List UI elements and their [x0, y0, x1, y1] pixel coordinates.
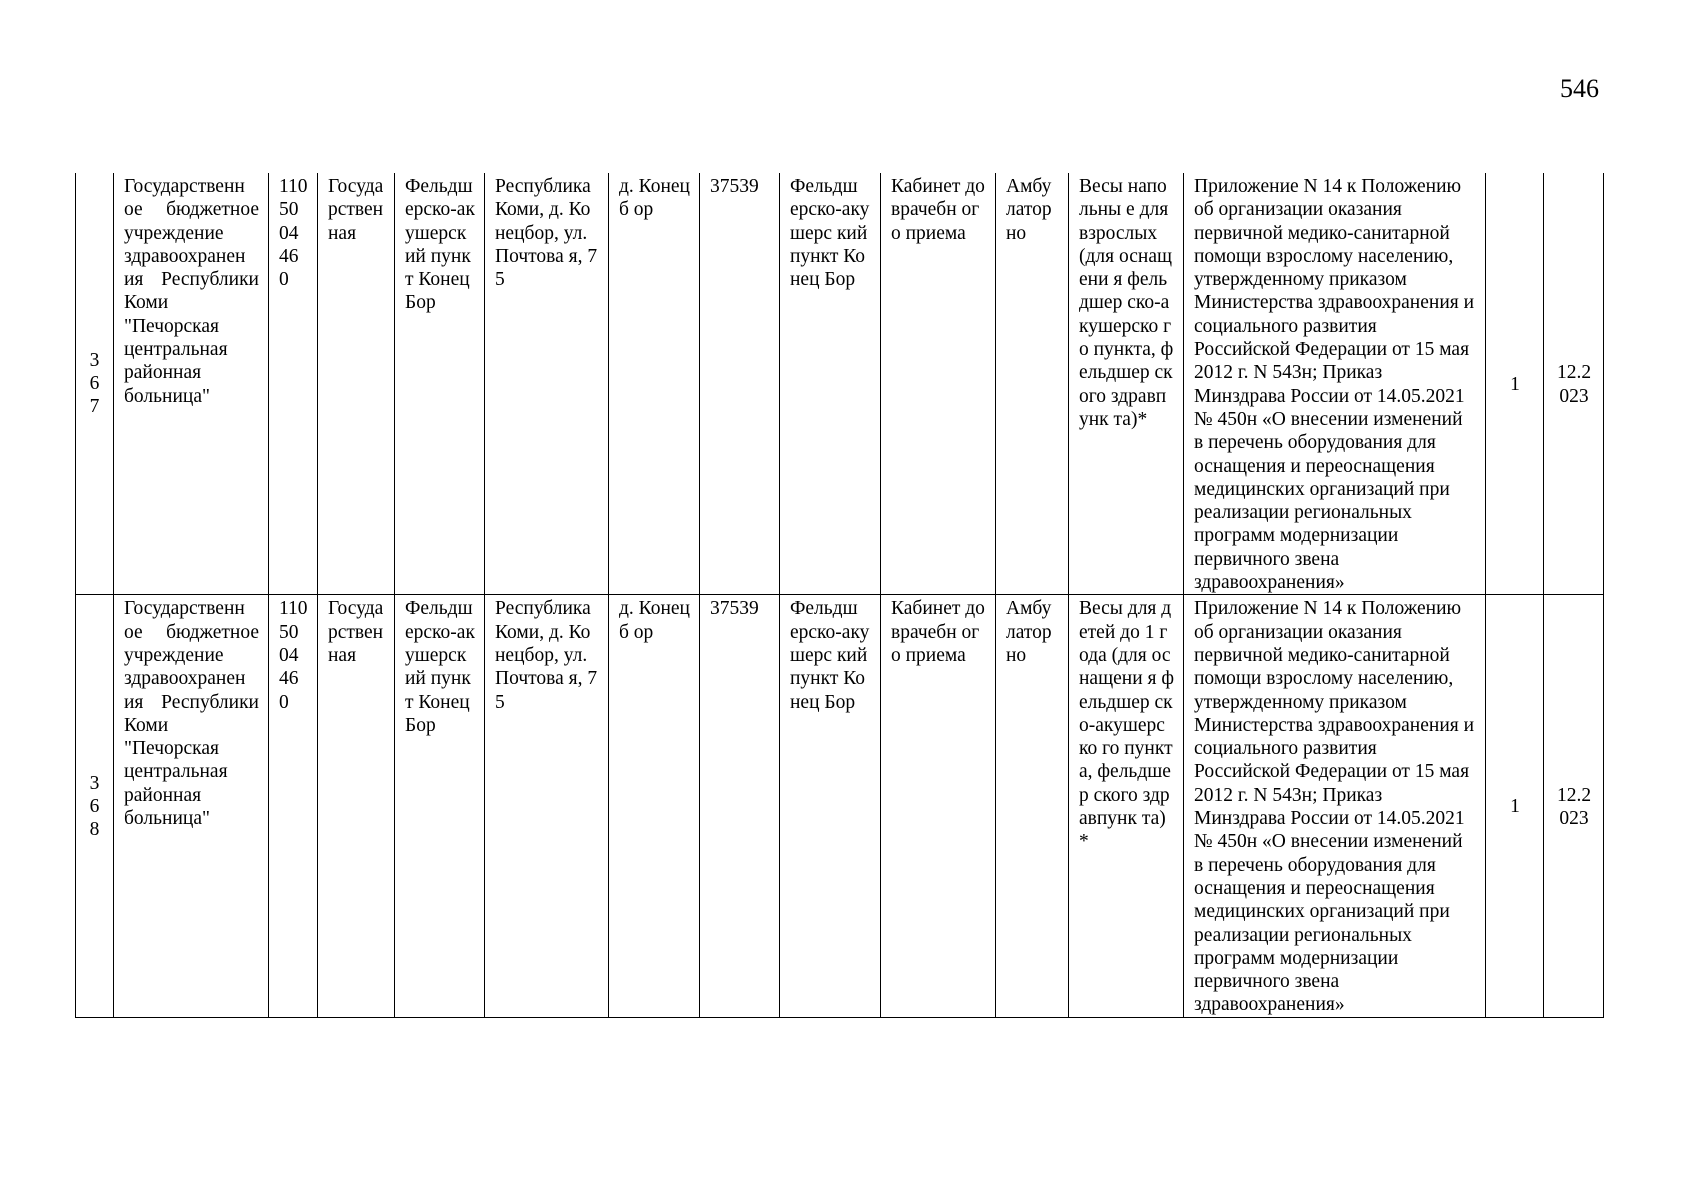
equipment-cell: Весы напольны е для взрослых (для оснащени я фельдшер ско-акушерско го пункта, фельдшер ского здравпунк та)*: [1069, 173, 1184, 595]
locality-cell: д. Конецб ор: [609, 595, 700, 1017]
document-cell: Приложение N 14 к Положению об организации оказания первичной медико-санитарной помощи взрослому населению, утвержденному приказом Министерства здравоохранения и социального развития Российской Федерации от 15 мая 2012 г. N 543н; Приказ Минздрава России от 14.05.2021 № 450н «О внесении изменений в перечень оборудования для оснащения и переоснащения медицинских организаций при реализации региональных программ модернизации первичного звена здравоохранения»: [1184, 595, 1486, 1017]
address-cell: Республика Коми, д. Конецбор, ул.Почтова я, 75: [485, 595, 609, 1017]
quantity-cell: 1: [1486, 173, 1544, 595]
unit-cell: Фельдшерско-акушерский пункт Конец Бор: [395, 173, 485, 595]
care-type-cell: Амбулаторно: [996, 173, 1069, 595]
locality-cell: д. Конецб ор: [609, 173, 700, 595]
table-row: [76, 595, 1604, 1017]
row-number-cell: 367: [76, 173, 114, 595]
ownership-cell: Государственная: [318, 595, 395, 1017]
organization-cell: Государственн ое бюджетное учреждение здравоохранен ия Республики Коми "Печорская центральная районная больница": [114, 173, 269, 595]
room-cell: Кабинет доврачебн ого приема: [881, 173, 996, 595]
subdivision-cell: Фельдш ерско-акушерс кий пункт Конец Бор: [780, 173, 881, 595]
row-number-cell: 368: [76, 595, 114, 1017]
care-type-cell: Амбулаторно: [996, 595, 1069, 1017]
code-cell: 1105004460: [269, 595, 318, 1017]
code-cell: 1105004460: [269, 173, 318, 595]
organization-cell: Государственн ое бюджетное учреждение здравоохранен ия Республики Коми "Печорская центральная районная больница": [114, 595, 269, 1017]
address-cell: Республика Коми, д. Конецбор, ул.Почтова я, 75: [485, 173, 609, 595]
year-cell: 12.2023: [1544, 595, 1604, 1017]
index-cell: 37539: [700, 173, 780, 595]
table-row: [76, 173, 1604, 595]
unit-cell: Фельдшерско-акушерский пункт Конец Бор: [395, 595, 485, 1017]
subdivision-cell: Фельдш ерско-акушерс кий пункт Конец Бор: [780, 595, 881, 1017]
document-cell: Приложение N 14 к Положению об организации оказания первичной медико-санитарной помощи взрослому населению, утвержденному приказом Министерства здравоохранения и социального развития Российской Федерации от 15 мая 2012 г. N 543н; Приказ Минздрава России от 14.05.2021 № 450н «О внесении изменений в перечень оборудования для оснащения и переоснащения медицинских организаций при реализации региональных программ модернизации первичного звена здравоохранения»: [1184, 173, 1486, 595]
index-cell: 37539: [700, 595, 780, 1017]
equipment-cell: Весы для детей до 1 года (для оснащени я фельдшер ско-акушерско го пункта, фельдшер ского здравпунк та)*: [1069, 595, 1184, 1017]
page-number: 546: [1560, 74, 1599, 103]
ownership-cell: Государственная: [318, 173, 395, 595]
quantity-cell: 1: [1486, 595, 1544, 1017]
equipment-registry-table: [75, 173, 1604, 1018]
room-cell: Кабинет доврачебн ого приема: [881, 595, 996, 1017]
year-cell: 12.2023: [1544, 173, 1604, 595]
